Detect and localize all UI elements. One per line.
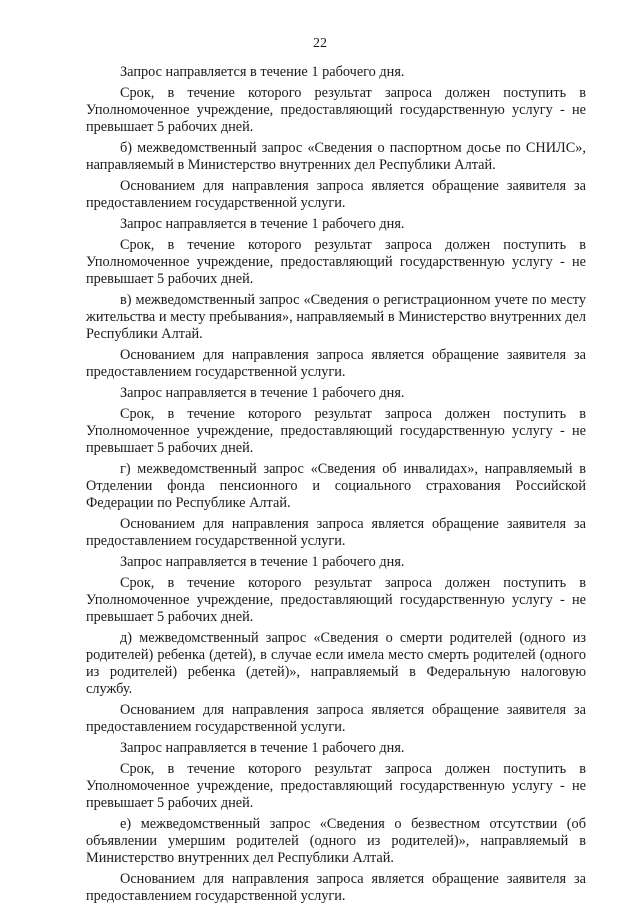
- paragraph: Запрос направляется в течение 1 рабочего дня.: [120, 385, 405, 401]
- paragraph: д) межведомственный запрос «Сведения о смерти родителей (одного из родителей) ребенка (детей), в случае если имела место смерть родителей (одного из родителей) ребенка (детей)», направляемый в Федеральную налоговую службу.: [86, 630, 586, 697]
- paragraph: Основанием для направления запроса является обращение заявителя за предоставлением государственной услуги.: [86, 178, 586, 211]
- paragraph: Основанием для направления запроса является обращение заявителя за предоставлением государственной услуги.: [86, 871, 586, 904]
- body-text: [86, 64, 586, 909]
- paragraph: Запрос направляется в течение 1 рабочего дня.: [120, 740, 405, 756]
- paragraph: Основанием для направления запроса является обращение заявителя за предоставлением государственной услуги.: [86, 702, 586, 735]
- paragraph: Срок, в течение которого результат запроса должен поступить в Уполномоченное учреждение, предоставляющий государственную услугу - не превышает 5 рабочих дней.: [86, 406, 586, 456]
- paragraph: Срок, в течение которого результат запроса должен поступить в Уполномоченное учреждение, предоставляющий государственную услугу - не превышает 5 рабочих дней.: [86, 575, 586, 625]
- paragraph: Основанием для направления запроса является обращение заявителя за предоставлением государственной услуги.: [86, 347, 586, 380]
- paragraph: Срок, в течение которого результат запроса должен поступить в Уполномоченное учреждение, предоставляющий государственную услугу - не превышает 5 рабочих дней.: [86, 237, 586, 287]
- paragraph: Срок, в течение которого результат запроса должен поступить в Уполномоченное учреждение, предоставляющий государственную услугу - не превышает 5 рабочих дней.: [86, 761, 586, 811]
- paragraph: Запрос направляется в течение 1 рабочего дня.: [120, 216, 405, 232]
- paragraph: Срок, в течение которого результат запроса должен поступить в Уполномоченное учреждение, предоставляющий государственную услугу - не превышает 5 рабочих дней.: [86, 85, 586, 135]
- paragraph: б) межведомственный запрос «Сведения о паспортном досье по СНИЛС», направляемый в Министерство внутренних дел Республики Алтай.: [86, 140, 586, 173]
- paragraph: Основанием для направления запроса является обращение заявителя за предоставлением государственной услуги.: [86, 516, 586, 549]
- page-number: 22: [313, 36, 327, 51]
- paragraph: в) межведомственный запрос «Сведения о регистрационном учете по месту жительства и месту пребывания», направляемый в Министерство внутренних дел Республики Алтай.: [86, 292, 586, 342]
- paragraph: Запрос направляется в течение 1 рабочего дня.: [120, 64, 405, 80]
- paragraph: е) межведомственный запрос «Сведения о безвестном отсутствии (об объявлении умершим родителей (одного из родителей)», направляемый в Министерство внутренних дел Республики Алтай.: [86, 816, 586, 866]
- paragraph: Запрос направляется в течение 1 рабочего дня.: [120, 554, 405, 570]
- paragraph: г) межведомственный запрос «Сведения об инвалидах», направляемый в Отделении фонда пенсионного и социального страхования Российской Федерации по Республике Алтай.: [86, 461, 586, 511]
